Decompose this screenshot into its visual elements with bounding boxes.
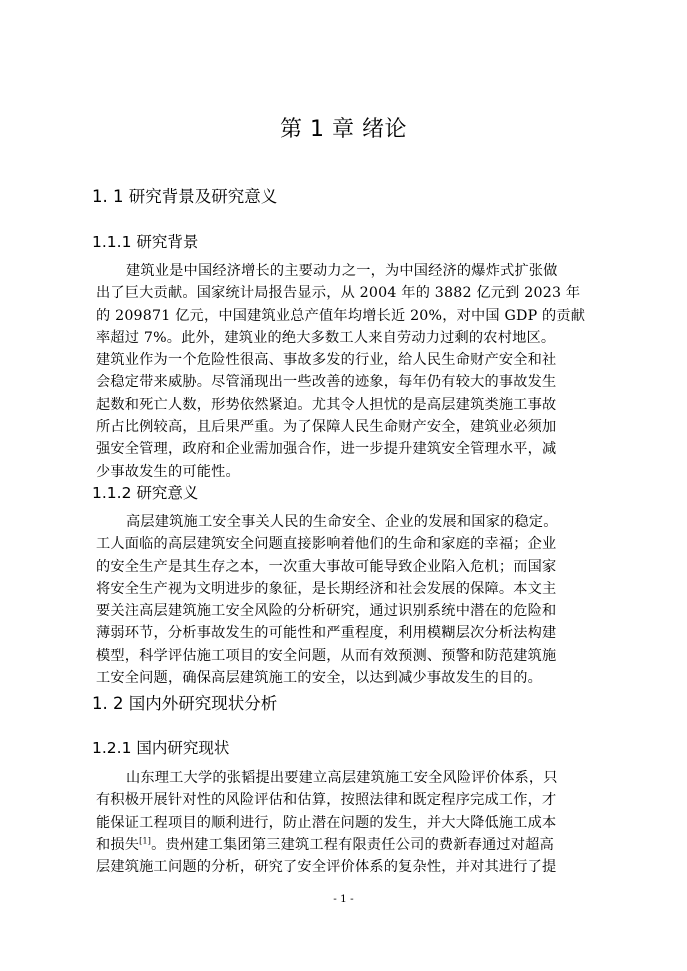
- paragraph-line: 会稳定带来威胁。尽管涌现出一些改善的迹象，每年仍有较大的事故发生: [96, 374, 557, 391]
- paragraph-line: 所占比例较高，且后果严重。为了保障人民生命财产安全，建筑业必须加: [96, 419, 557, 436]
- citation-reference: [1]: [139, 836, 152, 846]
- subsection-heading-1-1-2: 1.1.2 研究意义: [92, 484, 199, 502]
- section-heading-1-1: 1. 1 研究背景及研究意义: [92, 187, 278, 206]
- paragraph-line: 有积极开展针对性的风险评估和估算，按照法律和既定程序完成工作，才: [96, 792, 557, 809]
- page-number: - 1 -: [333, 893, 354, 905]
- paragraph-line: 能保证工程项目的顺利进行，防止潜在问题的发生，并大大降低施工成本: [96, 814, 557, 831]
- paragraph-line: 的安全生产是其生存之本，一次重大事故可能导致企业陷入危机；而国家: [96, 558, 557, 575]
- paragraph-line: 工人面临的高层建筑安全问题直接影响着他们的生命和家庭的幸福；企业: [96, 536, 557, 553]
- subsection-heading-1-1-1: 1.1.1 研究背景: [92, 233, 199, 251]
- line-text: 和损失: [96, 836, 140, 853]
- paragraph-line: 将安全生产视为文明进步的象征，是长期经济和社会发展的保障。本文主: [96, 580, 557, 597]
- paragraph-research-background: [96, 260, 592, 483]
- paragraph-line: 建筑业是中国经济增长的主要动力之一，为中国经济的爆炸式扩张做: [126, 263, 558, 279]
- paragraph-line: 山东理工大学的张韬提出要建立高层建筑施工安全风险评价体系，只: [126, 770, 558, 786]
- chapter-title: 第 1 章 绪论: [280, 117, 407, 142]
- paragraph-line: 建筑业作为一个危险性很高、事故多发的行业，给人民生命财产安全和社: [96, 352, 557, 369]
- section-heading-1-2: 1. 2 国内外研究现状分析: [92, 694, 278, 713]
- paragraph-line: 强安全管理，政府和企业需加强合作，进一步提升建筑安全管理水平，减: [96, 441, 557, 458]
- paragraph-line: 率超过 7%。此外，建筑业的绝大多数工人来自劳动力过剩的农村地区。: [96, 329, 556, 346]
- line-text: 。贵州建工集团第三建筑工程有限责任公司的费新春通过对超高: [151, 836, 554, 853]
- paragraph-line: 少事故发生的可能性。: [96, 463, 240, 480]
- paragraph-line: 起数和死亡人数，形势依然紧迫。尤其令人担忧的是高层建筑类施工事故: [96, 396, 557, 413]
- paragraph-research-significance: [96, 511, 592, 689]
- paragraph-line: 的 209871 亿元，中国建筑业总产值年均增长近 20%，对中国 GDP 的贡献: [96, 307, 586, 324]
- paragraph-line: 工安全问题，确保高层建筑施工的安全，以达到减少事故发生的目的。: [96, 670, 543, 687]
- paragraph-line: 薄弱环节，分析事故发生的可能性和严重程度，利用模糊层次分析法构建: [96, 625, 557, 642]
- subsection-heading-1-2-1: 1.2.1 国内研究现状: [92, 739, 230, 757]
- paragraph-line: 模型，科学评估施工项目的安全问题，从而有效预测、预警和防范建筑施: [96, 647, 557, 664]
- paragraph-line: [96, 834, 592, 856]
- paragraph-domestic-research: [96, 767, 592, 878]
- paragraph-line: 要关注高层建筑施工安全风险的分析研究，通过识别系统中潜在的危险和: [96, 603, 557, 620]
- paragraph-line: 高层建筑施工安全事关人民的生命安全、企业的发展和国家的稳定。: [126, 514, 558, 530]
- paragraph-line: 层建筑施工问题的分析，研究了安全评价体系的复杂性，并对其进行了提: [96, 859, 557, 876]
- paragraph-line: 出了巨大贡献。国家统计局报告显示，从 2004 年的 3882 亿元到 2023 年: [96, 285, 581, 302]
